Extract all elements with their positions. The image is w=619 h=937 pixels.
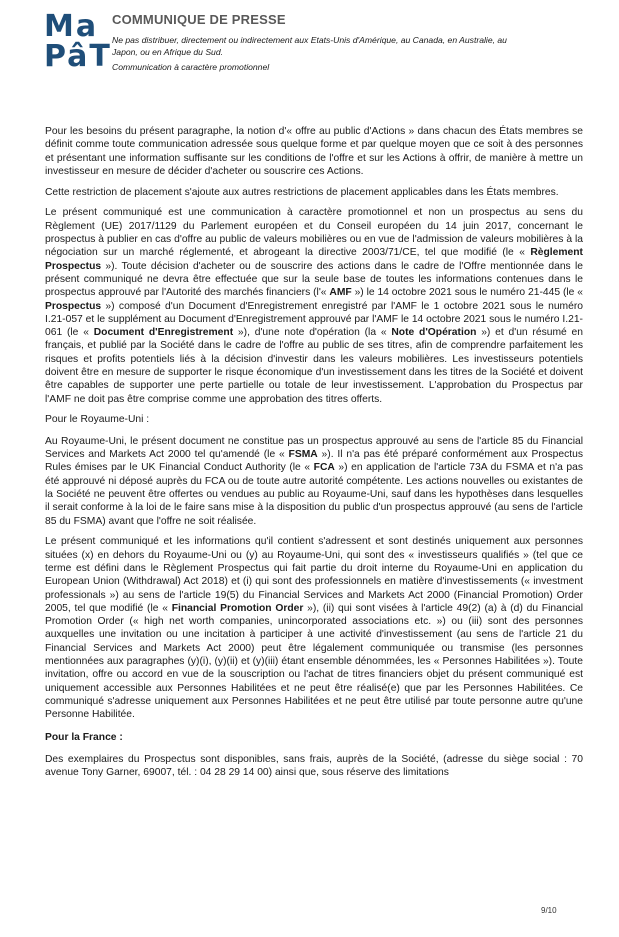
paragraph-personnes-habilitees xyxy=(45,535,583,721)
term-amf: AMF xyxy=(329,287,352,299)
term-prospectus: Prospectus xyxy=(45,300,102,312)
text-span: »), (ii) qui sont visées à l'article 49(2) (a) à (d) du Financial Promotion Order (« high net worth companies, unincorporated associations etc. ») ou (iii) sont des personnes auxquelles une invitation ou une incitation à participer à une activité d'investissement (au sens de l'article 21 du Financial Services and Markets Act 2000) peut être légalement communiquée ou transmise (les personnes mentionnées aux paragraphes (y)(i), (y)(ii) et (y)(iii) étant ensemble dénommées, les « Personnes Habilitées »). Toute invitation, offre ou accord en vue de la souscription ou l'achat de titres financiers objet du présent communiqué est uniquement accessible aux Personnes Habilitées et ne peut être réalisé(e) que par les Personnes Habilitées. Ce communiqué s'adresse uniquement aux Personnes Habilitées et ne peut être utilisé par toute personne autre qu'une Personne Habilitée. xyxy=(45,602,583,721)
document-body xyxy=(45,125,583,787)
promotional-notice: Communication à caractère promotionnel xyxy=(112,62,270,72)
text-span: Le présent communiqué et les informations qu'il contient s'adressent et sont destinés uniquement aux personnes situées (x) en dehors du Royaume-Uni ou (y) au Royaume-Uni, qui sont des « investisseurs qualifiés » (tel que ce terme est défini dans le Règlement Prospectus qui fait partie du droit interne du Royaume-Uni en application du European Union (Withdrawal) Act 2018) et (i) qui sont des professionnels en matière d'investissements (« investment professionals ») au sens de l'article 19(5) du Financial Services and Markets Act 2000 (Financial Promotion) Order 2005, tel que modifié (le « xyxy=(45,536,583,614)
heading-france: Pour la France : xyxy=(45,732,123,744)
term-reglement-prospectus: Règlement Prospectus xyxy=(45,247,583,272)
paragraph-fsma xyxy=(45,435,583,528)
text-span: »). Il n'a pas été préparé conformément aux Prospectus Rules émises par le UK Financial Conduct Authority (le « xyxy=(45,449,583,474)
term-fsma: FSMA xyxy=(288,449,318,461)
term-document-enregistrement: Document d'Enregistrement xyxy=(93,327,234,339)
logo-line-2: PâT xyxy=(44,39,112,74)
company-logo xyxy=(44,9,112,78)
paragraph-france: Des exemplaires du Prospectus sont disponibles, sans frais, auprès de la Société, (adresse du siège social : 70 avenue Tony Garner, 69007, tél. : 04 28 29 14 00) ainsi que, sous réserve des limitations xyxy=(45,753,583,779)
press-release-title: COMMUNIQUE DE PRESSE xyxy=(112,12,286,27)
text-span: ») composé d'un Document d'Enregistrement enregistré par l'AMF le 1 octobre 2021 sous le numéro I.21-057 et le supplément au Document d'Enregistrement approuvé par l'AMF le 14 octobre 2021 sous le numéro I.21-061 (le « xyxy=(45,300,583,339)
text-span: Le présent communiqué est une communication à caractère promotionnel et non un prospectus au sens du Règlement (UE) 2017/1129 du Parlement européen et du Conseil européen du 14 juin 2017, concernant le prospectus à publier en cas d'offre au public de valeurs mobilières ou en vue de l'admission de valeurs mobilières à la négociation sur un marché réglementé, et abrogeant la directive 2003/71/CE, tel que modifié (le « xyxy=(45,207,583,259)
text-span: Au Royaume-Uni, le présent document ne constitue pas un prospectus approuvé au sens de l'article 85 du Financial Services and Markets Act 2000 tel qu'amendé (le « xyxy=(45,435,583,461)
page-number: 9/10 xyxy=(541,906,557,915)
term-fca: FCA xyxy=(313,462,335,474)
paragraph-prospectus xyxy=(45,206,583,405)
term-note-operation: Note d'Opération xyxy=(391,327,477,339)
term-financial-promotion-order: Financial Promotion Order xyxy=(171,602,304,614)
text-span: ») en application de l'article 73A du FSMA et n'a pas été approuvé ni déposé auprès du FCA ou de toute autre autorité compétente. Les actions nouvelles ou existantes de la Société ne peuvent être offertes ou vendues au public au Royaume-Uni, sauf dans les hypothèses dans lesquelles il serait conforme à la loi de le faire sans mise à la disposition du public d'un prospectus approuvé (au sens de l'article 85 du FSMA) avant que l'offre ne soit réalisée. xyxy=(45,462,584,527)
paragraph-offre-public: Pour les besoins du présent paragraphe, la notion d'« offre au public d'Actions » dans chacun des États membres se définit comme toute communication adressée sous quelque forme et par quelque moyen que ce soit à des personnes et présentant une information suffisante sur les conditions de l'offre et sur les Actions à offrir, de manière à mettre un investisseur en mesure de décider d'acheter ou souscrire ces Actions. xyxy=(45,126,583,177)
logo-line-1: Ma xyxy=(44,9,99,44)
heading-royaume-uni: Pour le Royaume-Uni : xyxy=(45,414,150,426)
text-span: »). Toute décision d'acheter ou de souscrire des actions dans le cadre de l'Offre mentionnée dans le présent communiqué ne devra être effectuée que sur la seule base de toutes les informations contenues dans le prospectus approuvé par l'Autorité des marchés financiers (l'« xyxy=(45,260,583,299)
paragraph-restriction: Cette restriction de placement s'ajoute aux autres restrictions de placement applicables dans les États membres. xyxy=(45,186,559,198)
text-span: »), d'une note d'opération (la « xyxy=(233,327,392,339)
page-header xyxy=(0,0,619,110)
text-span: ») et d'un résumé en français, et publié par la Société dans le cadre de l'offre au public de ses titres, afin de comprendre parfaitement les risques et profits potentiels liés à la décision d'investir dans les valeurs mobilières. Les investisseurs potentiels doivent être en mesure de supporter le risque économique d'un investissement dans les titres de la Société et doivent être capables de supporter une perte partielle ou totale de leur investissement. L'approbation du Prospectus par l'AMF ne doit pas être comprise comme une approbation des titres offerts. xyxy=(45,327,584,405)
text-span: ») le 14 octobre 2021 sous le numéro 21-445 (le « xyxy=(351,287,583,299)
distribution-notice: Ne pas distribuer, directement ou indirectement aux Etats-Unis d'Amérique, au Canada, en Australie, au Japon, ou en Afrique du Sud. xyxy=(112,35,507,57)
